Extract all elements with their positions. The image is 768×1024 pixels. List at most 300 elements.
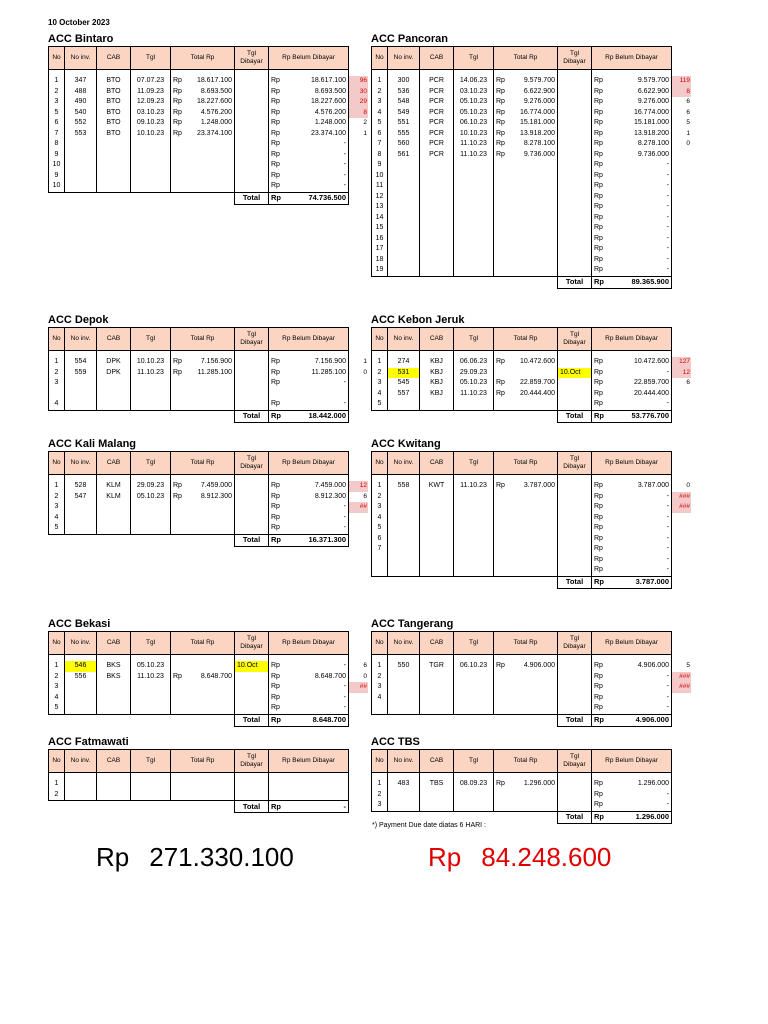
paid-date	[235, 523, 269, 534]
invoice-number	[388, 703, 420, 714]
table-header-row	[372, 47, 692, 70]
days-outstanding	[349, 693, 369, 704]
branch-code	[420, 682, 454, 693]
block-title: ACC Kali Malang	[48, 438, 137, 450]
branch-code: PCR	[420, 87, 454, 98]
total-sum	[269, 534, 349, 546]
currency-label: Rp	[594, 790, 603, 798]
days-outstanding: 0	[363, 672, 367, 680]
invoice-number: 483	[388, 779, 420, 790]
col-tgl-header: Tgl	[131, 750, 171, 773]
currency-label: Rp	[594, 693, 603, 701]
invoice-number	[65, 378, 97, 389]
table-row	[372, 368, 692, 379]
total-amount	[494, 693, 558, 704]
currency-label: Rp	[271, 129, 280, 137]
total-amount	[494, 139, 558, 150]
col-total-header: Total Rp	[494, 632, 558, 655]
branch-code	[420, 555, 454, 566]
col-total-header: Total Rp	[494, 328, 558, 351]
paid-date	[235, 357, 269, 368]
row-no: 3	[372, 502, 388, 513]
total-label: Total	[235, 410, 269, 422]
total-amount	[494, 234, 558, 245]
total-value: 8.648.700	[200, 672, 232, 680]
invoice-date: 07.07.23	[131, 76, 171, 87]
invoice-number	[65, 703, 97, 714]
total-spacer	[672, 276, 692, 288]
currency-label: Rp	[594, 255, 603, 263]
branch-code: PCR	[420, 97, 454, 108]
total-spacer	[672, 714, 692, 726]
branch-code	[97, 399, 131, 410]
invoice-date: 11.10.23	[131, 672, 171, 683]
days-outstanding	[672, 693, 692, 704]
unpaid-amount	[592, 682, 672, 693]
branch-code: DPK	[97, 368, 131, 379]
days-outstanding	[672, 800, 692, 811]
currency-label: Rp	[594, 77, 603, 85]
total-spacer	[49, 534, 235, 546]
row-no: 6	[372, 129, 388, 140]
unpaid-amount	[592, 139, 672, 150]
unpaid-value: -	[666, 368, 669, 376]
currency-label: Rp	[496, 379, 505, 387]
paid-date	[558, 703, 592, 714]
branch-code: KBJ	[420, 368, 454, 379]
total-sum-value: 16.371.300	[308, 535, 346, 544]
col-inv-header: No inv.	[65, 632, 97, 655]
invoice-number: 550	[388, 661, 420, 672]
branch-code: DPK	[97, 357, 131, 368]
days-outstanding: ###	[672, 672, 692, 683]
branch-code	[420, 544, 454, 555]
invoice-date	[454, 244, 494, 255]
total-sum-value: 3.787.000	[635, 577, 669, 586]
col-tgl-header: Tgl	[454, 452, 494, 475]
paid-date	[558, 265, 592, 276]
row-no: 1	[372, 76, 388, 87]
block-title: ACC Fatmawati	[48, 736, 129, 748]
unpaid-amount	[592, 118, 672, 129]
branch-code	[420, 255, 454, 266]
row-no: 1	[49, 76, 65, 87]
col-cab-header: CAB	[420, 750, 454, 773]
unpaid-amount	[269, 790, 349, 801]
invoice-table	[371, 631, 692, 727]
row-no: 2	[372, 492, 388, 503]
days-outstanding	[672, 192, 692, 203]
invoice-table	[48, 631, 369, 727]
table-row	[372, 108, 692, 119]
currency-label: Rp	[594, 662, 603, 670]
invoice-table	[48, 46, 369, 205]
days-outstanding: ##	[349, 682, 369, 693]
col-paid-date-header: Tgl Dibayar	[235, 328, 269, 351]
total-sum	[592, 714, 672, 726]
unpaid-value: 22.859.700	[633, 379, 669, 387]
unpaid-amount	[269, 513, 349, 524]
invoice-date	[454, 693, 494, 704]
table-row	[372, 171, 692, 182]
currency-label: Rp	[271, 161, 280, 169]
unpaid-value: -	[666, 503, 669, 511]
branch-code	[420, 399, 454, 410]
invoice-number	[65, 513, 97, 524]
block-title: ACC Bekasi	[48, 618, 111, 630]
total-amount	[171, 97, 235, 108]
days-outstanding	[672, 703, 692, 714]
total-sum-value: -	[343, 801, 346, 811]
row-no: 2	[49, 492, 65, 503]
currency-label: Rp	[271, 182, 280, 190]
branch-code	[97, 150, 131, 161]
table-row	[49, 97, 369, 108]
table-row	[372, 97, 692, 108]
table-row	[372, 703, 692, 714]
col-unpaid-header: Rp Belum Dibayar	[269, 328, 349, 351]
branch-code: KWT	[420, 481, 454, 492]
unpaid-value: 20.444.400	[633, 389, 669, 397]
currency-label: Rp	[594, 577, 604, 586]
unpaid-amount	[269, 368, 349, 379]
unpaid-amount	[592, 160, 672, 171]
row-no	[372, 555, 388, 566]
unpaid-value: 10.472.600	[633, 358, 669, 366]
invoice-number	[388, 492, 420, 503]
unpaid-value: -	[666, 213, 669, 221]
col-cab-header: CAB	[420, 632, 454, 655]
invoice-date: 03.10.23	[131, 108, 171, 119]
unpaid-amount	[269, 703, 349, 714]
total-amount	[171, 703, 235, 714]
invoice-date	[131, 378, 171, 389]
branch-code: PCR	[420, 150, 454, 161]
unpaid-amount	[592, 544, 672, 555]
currency-label: Rp	[271, 482, 280, 490]
paid-date	[558, 357, 592, 368]
paid-date	[558, 682, 592, 693]
row-no: 4	[372, 389, 388, 400]
total-amount	[171, 357, 235, 368]
paid-date	[235, 368, 269, 379]
invoice-number: 561	[388, 150, 420, 161]
unpaid-amount	[269, 139, 349, 150]
row-no: 3	[49, 378, 65, 389]
unpaid-value: -	[666, 534, 669, 542]
invoice-date: 11.09.23	[131, 87, 171, 98]
invoice-date	[454, 502, 494, 513]
unpaid-value: -	[666, 513, 669, 521]
col-no-header: No	[372, 47, 388, 70]
block-acc-bekasi	[48, 618, 369, 727]
total-amount	[171, 399, 235, 410]
row-no: 7	[372, 139, 388, 150]
days-outstanding: 30	[349, 87, 369, 98]
unpaid-amount	[592, 492, 672, 503]
days-outstanding: 0	[363, 368, 367, 376]
currency-label: Rp	[594, 171, 603, 179]
currency-label: Rp	[496, 662, 505, 670]
invoice-number	[388, 160, 420, 171]
table-row	[372, 693, 692, 704]
paid-date	[235, 492, 269, 503]
total-amount	[494, 192, 558, 203]
table-row	[372, 192, 692, 203]
paid-date	[235, 160, 269, 171]
paid-date	[235, 481, 269, 492]
days-outstanding	[349, 779, 369, 790]
invoice-number: 488	[65, 87, 97, 98]
unpaid-amount	[592, 265, 672, 276]
unpaid-value: 8.693.500	[314, 87, 346, 95]
days-outstanding	[672, 555, 692, 566]
total-amount	[171, 160, 235, 171]
total-amount	[171, 181, 235, 192]
invoice-date: 11.10.23	[454, 481, 494, 492]
unpaid-value: -	[666, 566, 669, 574]
unpaid-amount	[592, 192, 672, 203]
col-paid-date-header: Tgl Dibayar	[558, 632, 592, 655]
block-acc-kwitang	[371, 438, 692, 589]
branch-code	[97, 682, 131, 693]
col-inv-header: No inv.	[388, 750, 420, 773]
invoice-number	[388, 513, 420, 524]
table-row	[49, 399, 369, 410]
branch-code: BTO	[97, 118, 131, 129]
unpaid-amount	[592, 76, 672, 87]
total-sum	[269, 410, 349, 422]
total-amount	[494, 555, 558, 566]
paid-date	[558, 779, 592, 790]
row-no: 4	[49, 513, 65, 524]
total-amount	[494, 76, 558, 87]
total-amount	[171, 139, 235, 150]
table-row	[372, 160, 692, 171]
invoice-date	[131, 693, 171, 704]
invoice-date: 08.09.23	[454, 779, 494, 790]
currency-label: Rp	[594, 203, 603, 211]
unpaid-amount	[269, 523, 349, 534]
invoice-table	[371, 46, 692, 289]
days-outstanding	[349, 790, 369, 801]
days-outstanding	[672, 399, 692, 410]
grand-total-currency: Rp	[96, 842, 130, 872]
unpaid-amount	[269, 160, 349, 171]
table-row	[49, 368, 369, 379]
invoice-number	[388, 565, 420, 576]
currency-label: Rp	[496, 780, 505, 788]
table-header-row	[49, 452, 369, 475]
total-value: 20.444.400	[519, 389, 555, 397]
table-row	[49, 779, 369, 790]
unpaid-amount	[592, 779, 672, 790]
total-amount	[494, 171, 558, 182]
days-outstanding: 6	[686, 379, 690, 387]
days-outstanding: 6	[686, 98, 690, 106]
unpaid-amount	[269, 502, 349, 513]
row-no: 1	[372, 481, 388, 492]
paid-date	[235, 150, 269, 161]
total-amount	[494, 368, 558, 379]
unpaid-amount	[592, 234, 672, 245]
row-no: 1	[372, 779, 388, 790]
table-row	[372, 118, 692, 129]
table-total-row	[49, 801, 369, 813]
table-total-row	[372, 714, 692, 726]
paid-date	[235, 779, 269, 790]
branch-code	[420, 244, 454, 255]
overdue-total-currency: Rp	[428, 842, 462, 872]
unpaid-amount	[269, 76, 349, 87]
unpaid-amount	[269, 693, 349, 704]
currency-label: Rp	[496, 358, 505, 366]
unpaid-amount	[269, 171, 349, 182]
invoice-date	[454, 534, 494, 545]
currency-label: Rp	[271, 535, 281, 544]
total-spacer	[372, 714, 558, 726]
unpaid-amount	[592, 790, 672, 801]
total-spacer	[349, 534, 369, 546]
branch-code: PCR	[420, 76, 454, 87]
col-no-header: No	[49, 452, 65, 475]
table-header-row	[49, 47, 369, 70]
table-header-row	[372, 750, 692, 773]
row-no: 4	[49, 693, 65, 704]
paid-date	[558, 800, 592, 811]
total-amount	[494, 779, 558, 790]
paid-date	[558, 87, 592, 98]
row-no: 2	[372, 790, 388, 801]
days-outstanding	[672, 565, 692, 576]
total-label: Total	[558, 714, 592, 726]
days-outstanding	[672, 513, 692, 524]
invoice-date	[454, 160, 494, 171]
col-paid-date-header: Tgl Dibayar	[235, 632, 269, 655]
days-outstanding	[349, 389, 369, 400]
total-amount	[171, 790, 235, 801]
row-no: 3	[49, 97, 65, 108]
currency-label: Rp	[594, 119, 603, 127]
total-amount	[494, 265, 558, 276]
col-paid-date-header: Tgl Dibayar	[558, 47, 592, 70]
col-unpaid-header: Rp Belum Dibayar	[592, 452, 672, 475]
block-acc-tangerang	[371, 618, 692, 727]
unpaid-value: -	[343, 400, 346, 408]
unpaid-amount	[269, 181, 349, 192]
paid-date	[235, 703, 269, 714]
row-no: 8	[49, 139, 65, 150]
table-row	[49, 703, 369, 714]
total-sum	[269, 714, 349, 726]
table-row	[49, 76, 369, 87]
days-outstanding: 0	[686, 140, 690, 148]
grand-total	[96, 842, 294, 873]
table-row	[372, 502, 692, 513]
total-label: Total	[235, 801, 269, 813]
branch-code	[420, 223, 454, 234]
days-outstanding	[672, 534, 692, 545]
currency-label: Rp	[594, 245, 603, 253]
total-value: 9.579.700	[523, 77, 555, 85]
branch-code: KBJ	[420, 357, 454, 368]
total-value: 23.374.100	[196, 129, 232, 137]
invoice-date: 05.10.23	[454, 378, 494, 389]
total-sum-value: 74.736.500	[308, 193, 346, 202]
total-amount	[171, 779, 235, 790]
col-inv-header: No inv.	[388, 452, 420, 475]
invoice-number: 300	[388, 76, 420, 87]
unpaid-value: -	[666, 224, 669, 232]
branch-code: TBS	[420, 779, 454, 790]
table-total-row	[49, 192, 369, 204]
total-spacer	[672, 576, 692, 588]
currency-label: Rp	[271, 150, 280, 158]
total-spacer	[349, 410, 369, 422]
paid-date	[558, 181, 592, 192]
branch-code: BTO	[97, 87, 131, 98]
total-sum-value: 53.776.700	[631, 411, 669, 420]
unpaid-value: 18.227.600	[310, 98, 346, 106]
total-spacer	[672, 410, 692, 422]
unpaid-value: -	[666, 545, 669, 553]
currency-label: Rp	[594, 801, 603, 809]
total-value: 6.622.900	[523, 87, 555, 95]
table-row	[49, 693, 369, 704]
unpaid-amount	[592, 213, 672, 224]
branch-code	[420, 160, 454, 171]
table-row	[372, 565, 692, 576]
paid-date	[235, 790, 269, 801]
invoice-date	[131, 523, 171, 534]
col-no-header: No	[372, 632, 388, 655]
invoice-number	[388, 399, 420, 410]
total-amount	[494, 502, 558, 513]
currency-label: Rp	[271, 513, 280, 521]
row-no: 12	[372, 192, 388, 203]
col-total-header: Total Rp	[171, 328, 235, 351]
table-row	[372, 234, 692, 245]
days-outstanding: 12	[349, 481, 369, 492]
days-outstanding: 6	[363, 662, 367, 670]
branch-code: BTO	[97, 97, 131, 108]
unpaid-value: 7.459.000	[314, 482, 346, 490]
total-amount	[171, 502, 235, 513]
col-no-header: No	[372, 328, 388, 351]
total-amount	[494, 108, 558, 119]
unpaid-amount	[592, 171, 672, 182]
paid-date	[558, 523, 592, 534]
table-row	[49, 513, 369, 524]
row-no: 2	[49, 790, 65, 801]
header-spacer	[349, 452, 369, 475]
branch-code	[97, 513, 131, 524]
paid-date	[558, 150, 592, 161]
currency-label: Rp	[271, 683, 280, 691]
paid-date: 10.Oct	[558, 368, 592, 379]
total-value: 3.787.000	[523, 482, 555, 490]
branch-code	[420, 202, 454, 213]
table-row	[372, 779, 692, 790]
branch-code	[420, 265, 454, 276]
row-no: 10	[49, 160, 65, 171]
currency-label: Rp	[271, 400, 280, 408]
total-spacer	[49, 714, 235, 726]
col-inv-header: No inv.	[388, 328, 420, 351]
days-outstanding	[349, 703, 369, 714]
currency-label: Rp	[173, 108, 182, 116]
block-title: ACC Kebon Jeruk	[371, 314, 465, 326]
